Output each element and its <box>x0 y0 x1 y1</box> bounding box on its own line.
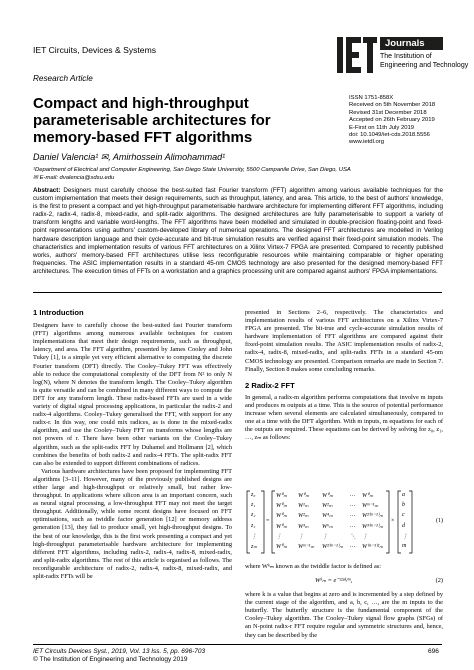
meta-doi[interactable]: doi: 10.1049/iet-cds.2018.5556 <box>349 132 430 139</box>
matrix-cell: W⁰ₘ <box>276 544 288 550</box>
meta-received: Received on 5th November 2018 <box>349 102 436 109</box>
iet-logo-mark-icon <box>337 37 377 73</box>
meta-accepted: Accepted on 26th February 2019 <box>349 117 435 124</box>
abstract-divider <box>33 292 442 293</box>
matrix-cell: W⁰ₘ <box>276 513 288 520</box>
affiliation: ¹Department of Electrical and Computer Engineering, San Diego State University, 5500 Campanile Drive, San Diego, USA <box>33 167 351 173</box>
matrix-cell: W⁰ₘ <box>362 493 374 499</box>
matrix-cell: Wᵐ⁻¹ₘ <box>362 503 379 510</box>
equation-1-number: (1) <box>436 518 443 524</box>
meta-efirst: E-First on 11th July 2019 <box>349 124 415 131</box>
matrix-brackets <box>245 490 443 554</box>
matrix-cell: W¹ₘ <box>298 503 309 510</box>
equals-sign: = <box>266 518 270 524</box>
left-column <box>33 309 232 581</box>
matrix-cell: … <box>350 502 356 509</box>
iet-logo <box>337 37 469 79</box>
author-email[interactable]: ✉ E-mail: dvalencia@sdsu.edu <box>33 175 115 181</box>
matrix-cell: … <box>350 543 356 549</box>
abstract-text: Designers must carefully choose the best-suited fast Fourier transform (FFT) algorithm among various available techniques for the custom implementation that meets their design requirements, such as throughput, latency, and area. This article, to the best of authors' knowledge, is the first to present a compact and yet high-throughput parameterisable hardware architecture for implementing different FFT algorithms, including radix-2, radix-4, radix-8, mixed-radix, and split-radix algorithms. The designed architectures are fully parameterisable to support a variety of transform lengths and variable word-lengths. The FFT algorithms have been modelled and simulated in double-precision floating-point and fixed-point representations using authors' custom-developed library of numerical operations. The designed FFT architectures are modelled in Verilog hardware description language and their cycle-accurate and bit-true simulation results are verified against their fixed-point simulation models. The characteristics and implementation results of various FFT architectures on a Xilinx Virtex-7 FPGA are presented. Compared to recently published works, authors' memory-based FFT architectures utilise less reconfigurable resources while maintaining comparable or higher operating frequencies. The ASIC implementation results in a standard 45-nm CMOS technology are also presented for the designed memory-based FFT architectures. The execution times of FFTs on a workstation and a graphics processing unit are compared against authors' FPGA implementations. <box>33 187 443 275</box>
matrix-cell: W⁽ᵐ⁻¹⁾²ₘ <box>362 544 383 550</box>
matrix-cell: W⁰ₘ <box>276 503 288 510</box>
matrix-cell: W²ₘ <box>298 513 309 520</box>
matrix-cell: W²⁽ᵐ⁻¹⁾ₘ <box>322 544 343 550</box>
matrix-cell: ⋮ <box>298 533 304 540</box>
article-meta <box>349 95 435 147</box>
z-vector-entry-2: z₂ <box>251 512 256 519</box>
twiddle-definition: where Wᵏₘ known as the twiddle factor is defined as: <box>245 563 382 570</box>
intro-paragraph-2: Various hardware architectures have been proposed for implementing FFT algorithms [3–11]. However, many of the previously published designs are either large and high-throughput or relatively small, but rather low-throughput. In applications where silicon area is an important concern, such as neural signal processing, a low-throughput FFT may not meet the target throughput. Additionally, while some recent designs have focused on FFT optimisations, such as twiddle factor generation [12] or memory address generation [13], they fail to produce small, yet high-throughput designs. To the best of our knowledge, this is the first work presenting a compact and yet high-throughput parameterisable hardware architecture for implementing different FFT algorithms, including radix-2, radix-4, radix-8, mixed-radix, and split-radix algorithms. The rest of this article is organised as follows. The reconfigurable architecture of radix-2, radix-4, radix-8, mixed-radix, and split-radix FFTs will be <box>33 467 232 580</box>
page-number: 696 <box>428 648 439 655</box>
abstract <box>33 187 443 276</box>
input-vector-entry-0: a <box>402 492 405 498</box>
section-heading-radix2: 2 Radix-2 FFT <box>245 380 295 390</box>
footer-copyright: © The Institution of Engineering and Technology 2019 <box>33 656 188 663</box>
input-vector-entry-4: ⋮ <box>402 533 408 540</box>
matrix-cell: ⋮ <box>322 533 328 540</box>
affiliation-block <box>33 166 351 182</box>
radix2-paragraph-1: In general, a radix-m algorithm performs computations that involve m inputs and produces m outputs at a time. This is the source of potential performance increase when several elements are calculated simultaneously, compared to one at a time with the DFT algorithm. With m inputs, m equations for each of the outputs are required. These equations can be derived by solving for z₀, z₁, …, zₘ as follows: <box>245 393 443 442</box>
matrix-cell: ⋮ <box>362 533 368 540</box>
right-paragraph-1: presented in Sections 2–6, respectively. The characteristics and implementation results of various FFT architectures on a Xilinx Virtex-7 FPGA are presented. The bit-true and cycle-accurate simulation results of hardware implementation of FFT algorithms are compared against their fixed-point simulation results. The ASIC implementation results of radix-2, radix-4, radix-8, mixed-radix, and split-radix FFTs in a standard 45-nm CMOS technology are presented. Comparison remarks are made in Section 7. Finally, Section 8 makes some concluding remarks. <box>245 309 443 373</box>
matrix-cell: Wᵐ⁻¹ₘ <box>298 544 315 550</box>
footer-divider <box>33 644 442 645</box>
radix2-paragraph-2: where k is a value that begins at zero and is incremented by a step defined by the current stage of the algorithm, and a, b, c, …, are the m inputs to the butterfly. The butterfly structure is the fundamental component of the Cooley–Tukey algorithm. The Cooley–Tukey signal flow graphs (SFGs) of an N-point radix-r FFT require regular and symmetric structures and, hence, they can be described by the <box>245 591 443 639</box>
authors: Daniel Valencia¹ ✉, Amirhossein Alimohammad¹ <box>33 152 226 162</box>
meta-issn: ISSN 1751-858X <box>349 95 394 101</box>
logo-journals-label: Journals <box>380 37 443 50</box>
input-vector-entry-3: d <box>402 522 405 529</box>
matrix-cell: … <box>350 512 356 519</box>
equation-2 <box>245 573 443 589</box>
z-vector-entry-0: z₀ <box>251 492 256 498</box>
equation-2-number: (2) <box>435 577 443 585</box>
matrix-cell: W²⁽ᵐ⁻¹⁾ₘ <box>362 513 383 520</box>
matrix-cell: W⁴ₘ <box>322 513 333 520</box>
meta-revised: Revised 31st December 2018 <box>349 109 427 116</box>
section-heading-introduction: 1 Introduction <box>33 308 84 317</box>
times-sign: × <box>391 518 395 524</box>
intro-paragraph-1: Designers have to carefully choose the best-suited fast Fourier transform (FFT) algorithms among numerous available techniques for custom implementations that meet their design requirements, such as throughput, latency, and area. The FFT algorithm, presented by James Cooley and John Tukey [1], is a simple yet very efficient alternative to computing the discrete Fourier transform (DFT) directly. The Cooley–Tukey FFT was effectively able to reduce the computational complexity of the DFT from N² to only N log(N), where N denotes the transform length. The Cooley–Tukey algorithm is quite versatile and can be combined in many different ways to compute the DFT for any transform length. These radix-based FFTs are used in a wide variety of digital signal processing applications, in particular the radix-2 and radix-4 algorithms. Cooley–Tukey generalised the FFT, with support for any radix-r. In this way, one could mix radices, as is done in the mixed-radix algorithm, and use the Cooley–Tukey FFT on transforms whose lengths are not powers of r. There have been other variants on the Cooley–Tukey algorithm, such as the split-radix FFT by Duhamel and Hollmann [2], which combines the benefits of both radix-2 and radix-4 FFTs. The split-radix FFT can also be extended to support different combinations of radices. <box>33 322 232 467</box>
matrix-cell: W⁰ₘ <box>276 493 288 499</box>
z-vector-entry-4: ⋮ <box>251 533 257 540</box>
equation-2-formula: Wᵏₘ = e⁻ʲ²ᵖᵏ/ᵐ, <box>315 577 353 585</box>
matrix-cell: W⁶ₘ <box>322 523 333 530</box>
logo-line-2: Engineering and Technology <box>380 62 469 69</box>
z-vector-entry-5: zₘ <box>251 544 258 550</box>
input-vector-entry-5: m <box>402 543 407 549</box>
matrix-cell: W⁰ₘ <box>298 493 310 499</box>
footer <box>33 648 205 664</box>
matrix-cell: … <box>350 522 356 529</box>
logo-line-1: The Institution of <box>380 53 432 60</box>
matrix-cell: W⁰ₘ <box>322 493 334 499</box>
input-vector-entry-2: c <box>402 512 405 519</box>
matrix-cell: … <box>350 492 356 498</box>
article-title: Compact and high-throughput parameterisable architectures for memory-based FFT algorithms <box>33 95 271 147</box>
right-column-lower <box>245 563 443 640</box>
footer-citation: IET Circuits Devices Syst., 2019, Vol. 13 Iss. 5, pp. 696-703 <box>33 648 206 655</box>
matrix-cell: ⋱ <box>350 533 356 540</box>
matrix-cell: W³ₘ <box>298 523 309 530</box>
matrix-cell: W⁰ₘ <box>276 523 288 530</box>
matrix-cell: ⋮ <box>276 533 282 540</box>
z-vector-entry-1: z₁ <box>251 502 256 509</box>
right-column <box>245 309 443 442</box>
input-vector-entry-1: b <box>402 502 405 509</box>
matrix-cell: W³⁽ᵐ⁻¹⁾ₘ <box>362 523 383 530</box>
equation-1 <box>245 490 443 554</box>
meta-website[interactable]: www.ietdl.org <box>349 139 385 146</box>
z-vector-entry-3: z₃ <box>251 522 256 529</box>
article-type: Research Article <box>33 74 93 83</box>
abstract-label: Abstract: <box>33 187 61 194</box>
journal-name: IET Circuits, Devices & Systems <box>33 45 157 55</box>
matrix-cell: W²ₘ <box>322 503 333 510</box>
